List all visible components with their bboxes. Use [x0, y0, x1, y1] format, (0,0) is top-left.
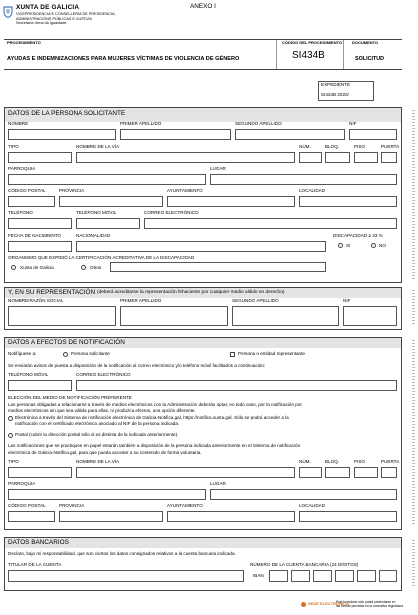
sol-nacimiento-field[interactable] — [8, 241, 72, 252]
discapacidad-no-radio[interactable] — [371, 243, 376, 248]
dept-line-3: Secretaría Xeral da Igualdade — [16, 21, 67, 25]
sol-movil-label: TELÉFONO MÓVIL — [76, 210, 117, 215]
sede-label: SEDE ELECTRÓNICA — [308, 601, 349, 606]
codigo-label: CÓDIGO DEL PROCEDIMIENTO — [282, 40, 343, 45]
notificar-solicitante-label: Persona solicitante — [71, 351, 110, 356]
discapacidad-no-label: NO — [379, 242, 386, 248]
sol-email-field[interactable] — [144, 218, 397, 229]
sol-email-label: CORREO ELECTRÓNICO — [144, 210, 199, 215]
sol-movil-field[interactable] — [76, 218, 140, 229]
sol-telefono-field[interactable] — [8, 218, 72, 229]
sol-piso-field[interactable] — [354, 152, 378, 163]
iban-box[interactable] — [357, 570, 376, 582]
sol-via-label: NOMBRE DE LA VÍA — [76, 144, 120, 149]
rep-apellido1-label: PRIMER APELLIDO — [120, 298, 162, 303]
electronica-label-a: Electrónica a través del Sistema de notificación electrónica de Galicia-Notifica.gal, https://notifica.xunta.gal. Sólo se podrá acceder a la — [15, 415, 289, 420]
not-ayuntamiento-label: AYUNTAMIENTO — [167, 503, 203, 508]
papel-p2b: electrónica de Galicia-Notifica.gal, para que pueda acceder a su contenido de forma voluntaria. — [8, 450, 202, 455]
electronica-label-b: notificación con el certificado electrónico asociado al NIF de la persona indicada. — [15, 421, 180, 426]
sol-apellido1-field[interactable] — [120, 129, 231, 140]
not-num-label: NÚM. — [299, 459, 311, 464]
rep-nif-label: NIF — [343, 298, 351, 303]
coat-of-arms-icon — [3, 6, 13, 18]
rep-nombre-field[interactable] — [8, 306, 116, 326]
eleccion-p1b: medios electrónicos sin que sea válida para ellas, ni produzca efectos, una opción diferente. — [8, 408, 196, 413]
sol-cp-field[interactable] — [8, 196, 55, 207]
procedure-block — [4, 39, 402, 70]
sol-piso-label: PISO — [354, 144, 365, 149]
sol-localidad-field[interactable] — [299, 196, 397, 207]
not-localidad-field[interactable] — [299, 511, 397, 522]
iban-box[interactable] — [291, 570, 310, 582]
postal-label: Postal (cubrir la dirección postal sólo si es distinta de la indicada anteriormente). — [15, 432, 179, 437]
expediente-value[interactable]: SI434B 2020/ — [321, 92, 349, 97]
not-lugar-label: LUGAR — [210, 481, 226, 486]
not-email-label: CORREO ELECTRÓNICO — [76, 372, 131, 377]
not-puerta-label: PUERTA — [381, 459, 400, 464]
expediente-label: EXPEDIENTE — [321, 82, 351, 87]
rep-nombre-label: NOMBRE/RAZÓN SOCIAL — [8, 298, 64, 303]
not-ayuntamiento-field[interactable] — [167, 511, 295, 522]
sol-telefono-label: TELÉFONO — [8, 210, 33, 215]
iban-box[interactable] — [335, 570, 354, 582]
sol-ayuntamiento-label: AYUNTAMIENTO — [167, 188, 203, 193]
sol-num-field[interactable] — [299, 152, 322, 163]
not-lugar-field[interactable] — [210, 489, 397, 500]
margin-stripe — [412, 110, 415, 280]
notificacion-title: DATOS A EFECTOS DE NOTIFICACIÓN — [8, 339, 125, 346]
sol-nacionalidad-label: NACIONALIDAD — [76, 233, 111, 238]
not-parroquia-field[interactable] — [8, 489, 206, 500]
margin-stripe — [412, 540, 415, 588]
documento-value: SOLICITUD — [355, 56, 385, 62]
not-cp-label: CÓDIGO POSTAL — [8, 503, 46, 508]
not-piso-field[interactable] — [354, 467, 378, 478]
sol-nif-field[interactable] — [349, 129, 397, 140]
representacion-note: (deberá acreditarse la representación fehaciente por cualquier medio válido en derecho) — [97, 290, 285, 295]
sol-apellido1-label: PRIMER APELLIDO — [120, 121, 162, 126]
documento-label: DOCUMENTO — [352, 40, 379, 45]
not-cp-field[interactable] — [8, 511, 55, 522]
notificar-representante-label: Persona o entidad representante — [238, 351, 305, 356]
not-parroquia-label: PARROQUIA — [8, 481, 36, 486]
sol-apellido2-field[interactable] — [235, 129, 345, 140]
sol-ayuntamiento-field[interactable] — [167, 196, 295, 207]
sol-cp-label: CÓDIGO POSTAL — [8, 188, 46, 193]
aviso-text: Se enviarán avisos de puesta a disposición de la notificación al correo electrónico y/o teléfono móvil facilitados a continuación: — [8, 363, 266, 368]
sol-tipo-label: TIPO — [8, 144, 19, 149]
sol-lugar-label: LUGAR — [210, 166, 226, 171]
sol-puerta-label: PUERTA — [381, 144, 400, 149]
not-movil-label: TELÉFONO MÓVIL — [8, 372, 49, 377]
sol-provincia-field[interactable] — [59, 196, 163, 207]
sol-nacionalidad-field[interactable] — [76, 241, 326, 252]
margin-stripe — [412, 340, 415, 526]
not-movil-field[interactable] — [8, 380, 72, 391]
xunta-logo — [3, 5, 13, 17]
organismo-label: ORGANISMO QUE EXPIDIÓ LA CERTIFICACIÓN ACREDITATIVA DE LA DISCAPACIDAD — [8, 255, 195, 260]
sol-localidad-label: LOCALIDAD — [299, 188, 326, 193]
not-tipo-field[interactable] — [8, 467, 72, 478]
not-puerta-field[interactable] — [381, 467, 397, 478]
eleccion-label: ELECCIÓN DEL MEDIO DE NOTIFICACIÓN PREFERENTE — [8, 395, 132, 400]
numero-cuenta-label: NÚMERO DE LA CUENTA BANCARIA (24 DÍGITOS) — [250, 562, 359, 567]
iban-box[interactable] — [313, 570, 332, 582]
rep-nif-field[interactable] — [343, 306, 397, 326]
sol-nif-label: NIF — [349, 121, 357, 126]
electronica-radio[interactable] — [8, 416, 13, 421]
declaro-text: Declaro, bajo mi responsabilidad, que son ciertos los datos consignados relativos a la cuenta bancaria indicada. — [8, 551, 236, 556]
not-bloq-label: BLOQ. — [325, 459, 340, 464]
sol-bloq-label: BLOQ. — [325, 144, 340, 149]
iban-box[interactable] — [269, 570, 288, 582]
footer-line-1: Este formulario sólo podrá presentarse en — [336, 599, 396, 604]
organismo-xunta-label: Xunta de Galicia — [20, 264, 54, 270]
notifiquese-label: Notifíquese a: — [8, 351, 37, 356]
sol-bloq-field[interactable] — [325, 152, 350, 163]
not-num-field[interactable] — [299, 467, 322, 478]
sol-provincia-label: PROVINCIA — [59, 188, 85, 193]
not-via-field[interactable] — [76, 467, 295, 478]
sol-nacimiento-label: FECHA DE NACIMIENTO — [8, 233, 62, 238]
notificar-representante-checkbox[interactable] — [230, 352, 235, 357]
titular-label: TITULAR DE LA CUENTA — [8, 562, 62, 567]
not-piso-label: PISO — [354, 459, 365, 464]
not-provincia-field[interactable] — [59, 511, 163, 522]
organismo-xunta-radio[interactable] — [11, 265, 16, 270]
rep-apellido1-field[interactable] — [120, 306, 228, 326]
procedure-title: AYUDAS E INDEMNIZACIONES PARA MUJERES VÍCTIMAS DE VIOLENCIA DE GÉNERO — [7, 56, 240, 62]
notificar-solicitante-radio[interactable] — [63, 352, 68, 357]
codigo-value: SI434B — [292, 50, 325, 61]
sol-via-field[interactable] — [76, 152, 295, 163]
papel-p2a: Las notificaciones que se practiquen en papel estarán también a disposición de la persona indicada anteriormente en el Sistema de notificación — [8, 443, 301, 448]
xunta-label: XUNTA DE GALICIA — [16, 4, 80, 11]
rep-apellido2-label: SEGUNDO APELLIDO — [232, 298, 279, 303]
not-via-label: NOMBRE DE LA VÍA — [76, 459, 120, 464]
postal-radio[interactable] — [8, 433, 13, 438]
representacion-title: Y, EN SU REPRESENTACIÓN — [8, 289, 96, 296]
bancarios-title: DATOS BANCARIOS — [8, 539, 69, 546]
margin-stripe — [412, 290, 415, 326]
sol-discapacidad-label: DISCAPACIDAD ≥ 33 % — [333, 233, 383, 238]
iban-boxes — [269, 570, 397, 582]
sol-parroquia-label: PARROQUIA — [8, 166, 36, 171]
sol-lugar-field[interactable] — [210, 174, 397, 185]
not-email-field[interactable] — [76, 380, 397, 391]
sol-puerta-field[interactable] — [381, 152, 397, 163]
not-tipo-label: TIPO — [8, 459, 19, 464]
sol-parroquia-field[interactable] — [8, 174, 206, 185]
iban-box[interactable] — [379, 570, 397, 582]
sol-tipo-field[interactable] — [8, 152, 72, 163]
discapacidad-si-label: SÍ — [346, 242, 351, 248]
eleccion-p1a: Las personas obligadas a relacionarse a través de medios electrónicos con la Administración deberán optar, en todo caso, por la notificación por — [8, 402, 302, 407]
not-localidad-label: LOCALIDAD — [299, 503, 326, 508]
sede-icon — [301, 602, 306, 607]
not-bloq-field[interactable] — [325, 467, 350, 478]
sol-nombre-label: NOMBRE — [8, 121, 29, 126]
titular-field[interactable] — [8, 570, 244, 582]
organismo-otros-label: Otros — [90, 264, 102, 270]
discapacidad-si-radio[interactable] — [338, 243, 343, 248]
sol-apellido2-label: SEGUNDO APELLIDO — [235, 121, 282, 126]
rep-apellido2-field[interactable] — [232, 306, 339, 326]
sol-num-label: NÚM. — [299, 144, 311, 149]
footer-line-2: las formas previstas en la normativa reguladora — [336, 604, 404, 608]
organismo-otros-field[interactable] — [110, 262, 326, 272]
dept-line-1: VICEPRESIDENCIA E CONSELLERÍA DE PRESIDENCIA, — [16, 12, 116, 16]
iban-label: IBAN — [253, 573, 264, 578]
sol-nombre-field[interactable] — [8, 129, 116, 140]
anexo-label: ANEXO I — [190, 3, 216, 10]
organismo-otros-radio[interactable] — [81, 265, 86, 270]
procedimiento-label: PROCEDIMIENTO — [7, 40, 41, 45]
solicitante-title: DATOS DE LA PERSONA SOLICITANTE — [8, 110, 126, 117]
dept-line-2: ADMINISTRACIÓNS PÚBLICAS E XUSTIZA — [16, 16, 92, 21]
not-provincia-label: PROVINCIA — [59, 503, 85, 508]
